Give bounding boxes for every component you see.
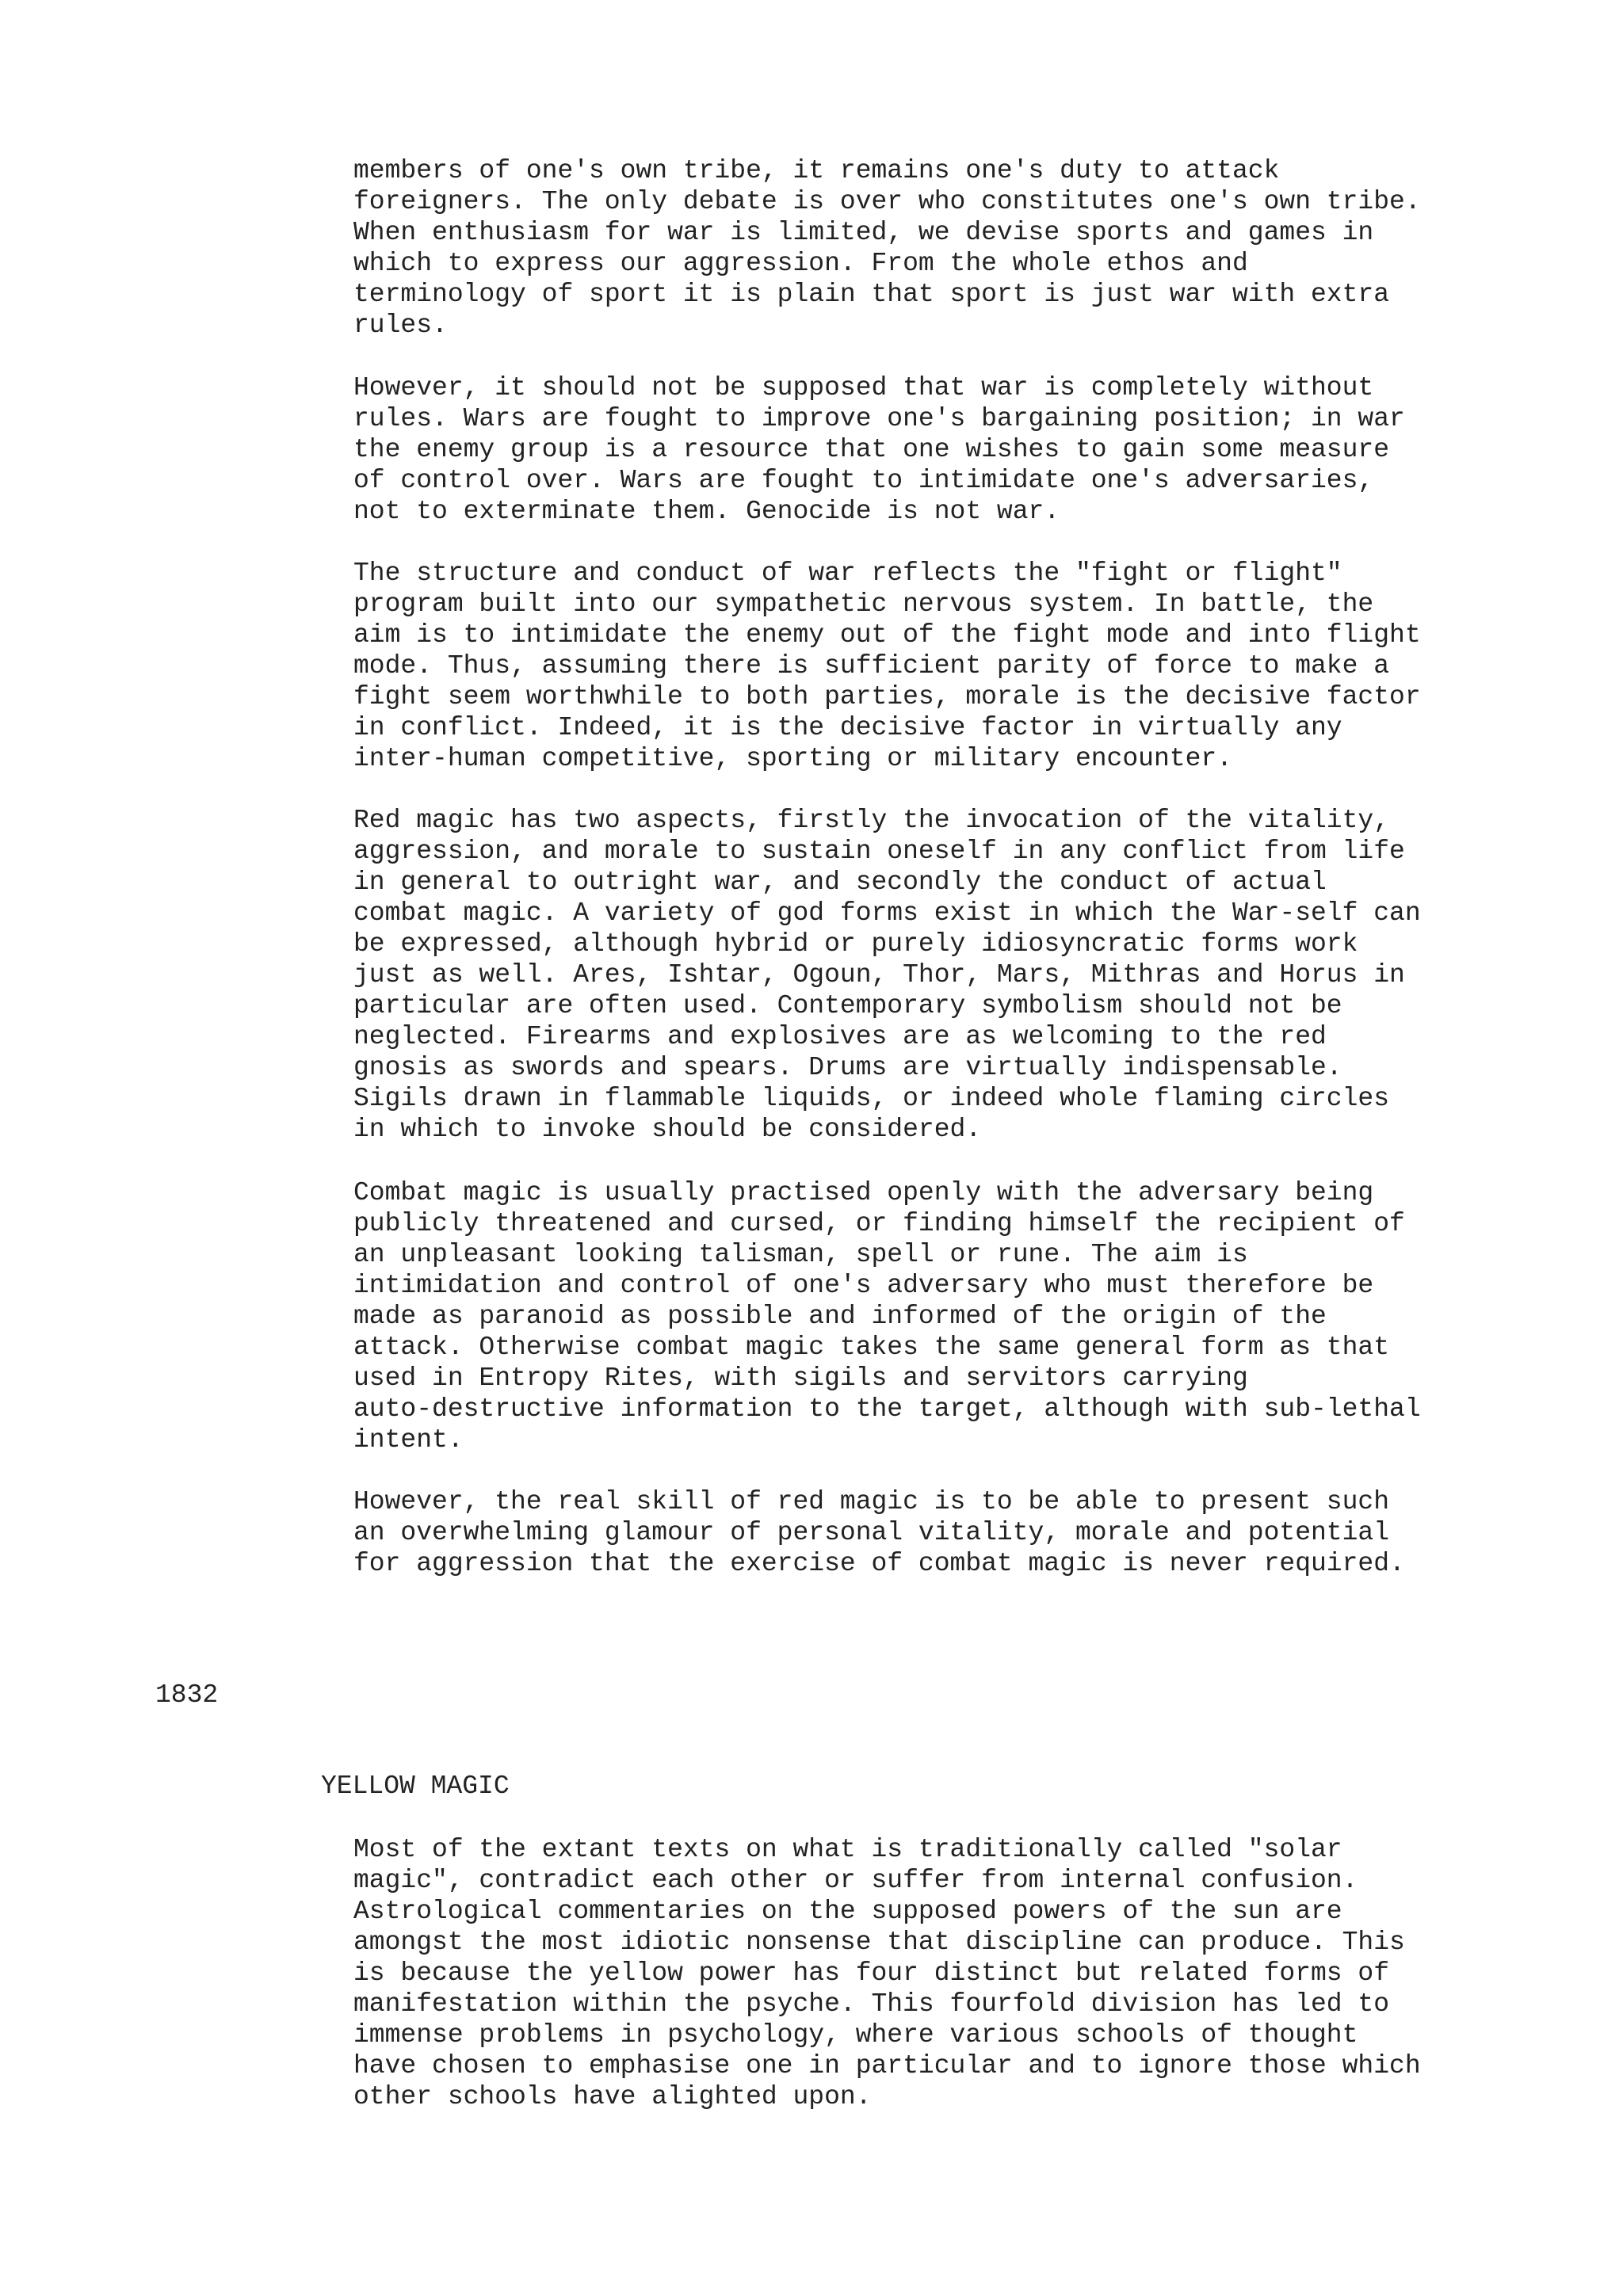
page-number: 1832 <box>155 1680 219 1710</box>
paragraph-red-magic-aspects: Red magic has two aspects, firstly the invocation of the vitality, aggression, and morale to sustain oneself in any conflict from life in general to outright war, and secondly the conduct of actual combat magic. A variety of god forms exist in which the War-self can be expressed, although hybrid or purely idiosyncratic forms work just as well. Ares, Ishtar, Ogoun, Thor, Mars, Mithras and Horus in particular are often used. Contemporary symbolism should not be neglected. Firearms and explosives are as welcoming to the red gnosis as swords and spears. Drums are virtually indispensable. Sigils drawn in flammable liquids, or indeed whole flaming circles in which to invoke should be considered. <box>353 806 1421 1144</box>
paragraph-combat-magic: Combat magic is usually practised openly with the adversary being publicly threatened and cursed, or finding himself the recipient of an unpleasant looking talisman, spell or rune. The aim is intimidation and control of one's adversary who must therefore be made as paranoid as possible and informed of the origin of the attack. Otherwise combat magic takes the same general form as that used in Entropy Rites, with sigils and servitors carrying auto-destructive information to the target, although with sub-lethal intent. <box>353 1178 1421 1455</box>
paragraph-fight-or-flight: The structure and conduct of war reflects the "fight or flight" program built into our sympathetic nervous system. In battle, the aim is to intimidate the enemy out of the fight mode and into flight mode. Thus, assuming there is sufficient parity of force to make a fight seem worthwhile to both parties, morale is the decisive factor in conflict. Indeed, it is the decisive factor in virtually any inter-human competitive, sporting or military encounter. <box>353 559 1421 773</box>
paragraph-tribe-war: members of one's own tribe, it remains one's duty to attack foreigners. The only debate is over who constitutes one's own tribe. When enthusiasm for war is limited, we devise sports and games in which to express our aggression. From the whole ethos and terminology of sport it is plain that sport is just war with extra rules. <box>353 156 1421 340</box>
paragraph-red-magic-skill: However, the real skill of red magic is to be able to present such an overwhelming glamour of personal vitality, morale and potential for aggression that the exercise of combat magic is never required. <box>353 1487 1405 1578</box>
paragraph-war-rules: However, it should not be supposed that war is completely without rules. Wars are fought to improve one's bargaining position; in war the enemy group is a resource that one wishes to gain some measure of control over. Wars are fought to intimidate one's adversaries, not to exterminate them. Genocide is not war. <box>353 373 1405 526</box>
paragraph-solar-magic: Most of the extant texts on what is traditionally called "solar magic", contradict each other or suffer from internal confusion. Astrological commentaries on the supposed powers of the sun are amongst the most idiotic nonsense that discipline can produce. This is because the yellow power has four distinct but related forms of manifestation within the psyche. This fourfold division has led to immense problems in psychology, where various schools of thought have chosen to emphasise one in particular and to ignore those which other schools have alighted upon. <box>353 1835 1421 2111</box>
section-heading-yellow-magic: YELLOW MAGIC <box>321 1772 510 1801</box>
